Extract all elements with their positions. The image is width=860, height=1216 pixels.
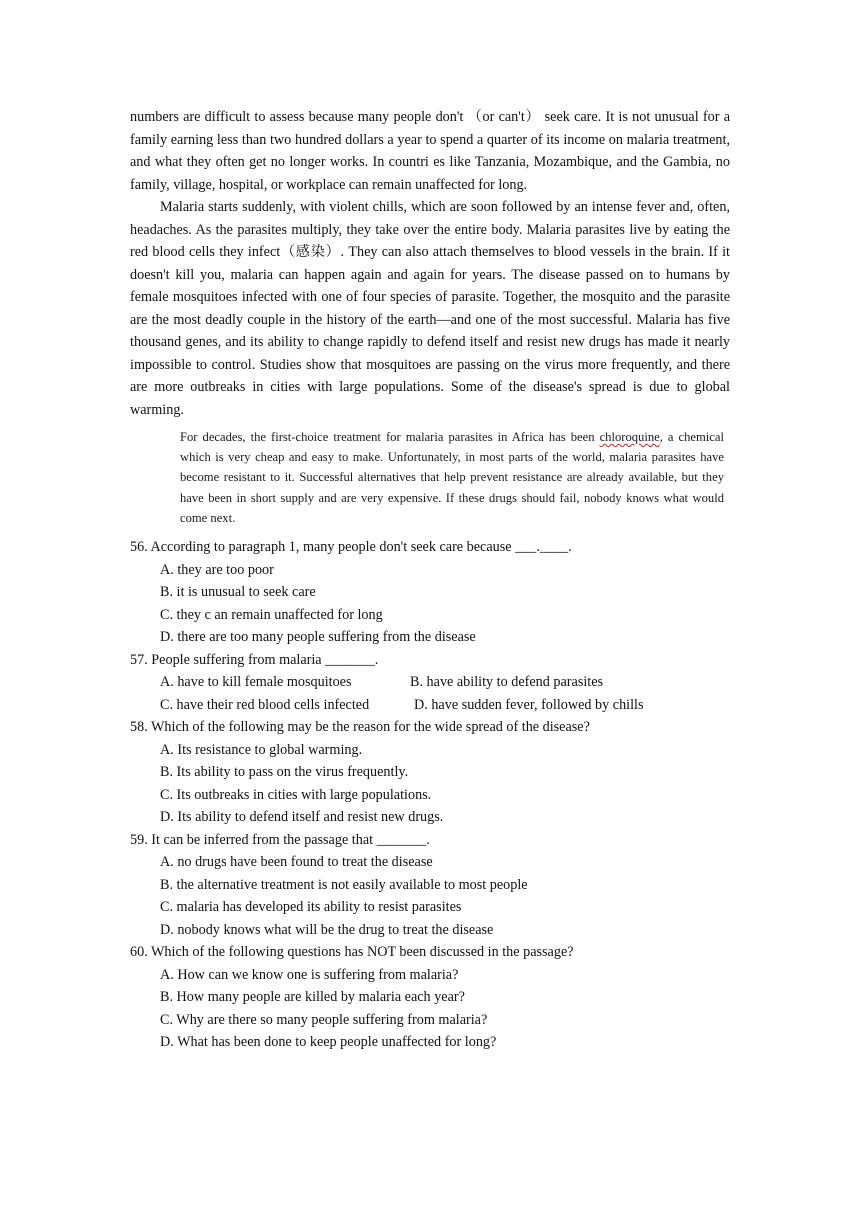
- question-60: [130, 941, 730, 1054]
- option-c: C. Why are there so many people suffering from malaria?: [160, 1011, 488, 1028]
- question-stem: 58. Which of the following may be the reason for the wide spread of the disease?: [130, 719, 590, 736]
- option-row: [160, 671, 730, 694]
- option-b: B. have ability to defend parasites: [410, 674, 604, 691]
- option-a: A. they are too poor: [160, 561, 274, 578]
- option-d: D. What has been done to keep people unaffected for long?: [160, 1034, 497, 1051]
- passage-paragraph-1: numbers are difficult to assess because many people don't （or can't） seek care. It is not unusual for a family earning less than two hundred dollars a year to spend a quarter of its income on malaria treatment, and what they often get no longer works. In countri es like Tanzania, Mozambique, and the Gambia, no family, village, hospital, or workplace can remain unaffected for long.: [130, 109, 730, 193]
- question-56: [130, 536, 730, 649]
- document-page: [130, 106, 730, 1054]
- option-d: D. there are too many people suffering from the disease: [160, 629, 476, 646]
- option-b: B. How many people are killed by malaria each year?: [160, 989, 465, 1006]
- spellcheck-word: chloroquine: [599, 430, 660, 444]
- question-stem: 59. It can be inferred from the passage that _______.: [130, 831, 430, 848]
- question-57: [130, 649, 730, 717]
- option-a: A. Its resistance to global warming.: [160, 741, 363, 758]
- question-59: [130, 829, 730, 942]
- question-stem: 56. According to paragraph 1, many people don't seek care because ___.____.: [130, 539, 572, 556]
- question-stem: 57. People suffering from malaria _______.: [130, 651, 379, 668]
- option-b: B. Its ability to pass on the virus frequently.: [160, 764, 409, 781]
- option-c: C. they c an remain unaffected for long: [160, 606, 383, 623]
- passage-paragraph-2: Malaria starts suddenly, with violent chills, which are soon followed by an intense fever and, often, headaches. As the parasites multiply, they take over the entire body. Malaria parasites live by eating the red blood cells they infect（感染）. They can also attach themselves to blood vessels in the brain. If it doesn't kill you, malaria can happen again and again for years. The disease passed on to humans by female mosquitoes infected with one of four species of parasite. Together, the mosquito and the parasite are the most deadly couple in the history of the earth—and one of the most successful. Malaria has five thousand genes, and its ability to change rapidly to defend itself and resist new drugs has made it nearly impossible to control. Studies show that mosquitoes are passing on the virus more frequently, and there are more outbreaks in cities with large populations. Some of the disease's spread is due to global warming.: [130, 199, 730, 418]
- question-58: [130, 716, 730, 829]
- option-row: [160, 694, 730, 717]
- option-a: A. have to kill female mosquitoes: [160, 674, 352, 691]
- option-a: A. How can we know one is suffering from malaria?: [160, 966, 459, 983]
- question-stem: 60. Which of the following questions has NOT been discussed in the passage?: [130, 944, 574, 961]
- passage-paragraph-3-after: , a chemical which is very cheap and easy to make. Unfortunately, in most parts of the world, malaria parasites have become resistant to it. Successful alternatives that help prevent resistance are already available, but they have been in short supply and are very expensive. If these drugs should fail, nobody knows what would come next.: [180, 430, 724, 525]
- option-c: C. malaria has developed its ability to resist parasites: [160, 899, 462, 916]
- option-d: D. have sudden fever, followed by chills: [414, 696, 644, 713]
- option-b: B. it is unusual to seek care: [160, 584, 316, 601]
- option-d: D. Its ability to defend itself and resist new drugs.: [160, 809, 444, 826]
- option-a: A. no drugs have been found to treat the disease: [160, 854, 433, 871]
- option-d: D. nobody knows what will be the drug to treat the disease: [160, 921, 494, 938]
- option-c: C. have their red blood cells infected: [160, 696, 370, 713]
- passage-paragraph-3: [180, 427, 724, 528]
- option-b: B. the alternative treatment is not easily available to most people: [160, 876, 528, 893]
- passage-paragraph-3-before: For decades, the first-choice treatment for malaria parasites in Africa has been: [180, 430, 600, 444]
- option-c: C. Its outbreaks in cities with large populations.: [160, 786, 432, 803]
